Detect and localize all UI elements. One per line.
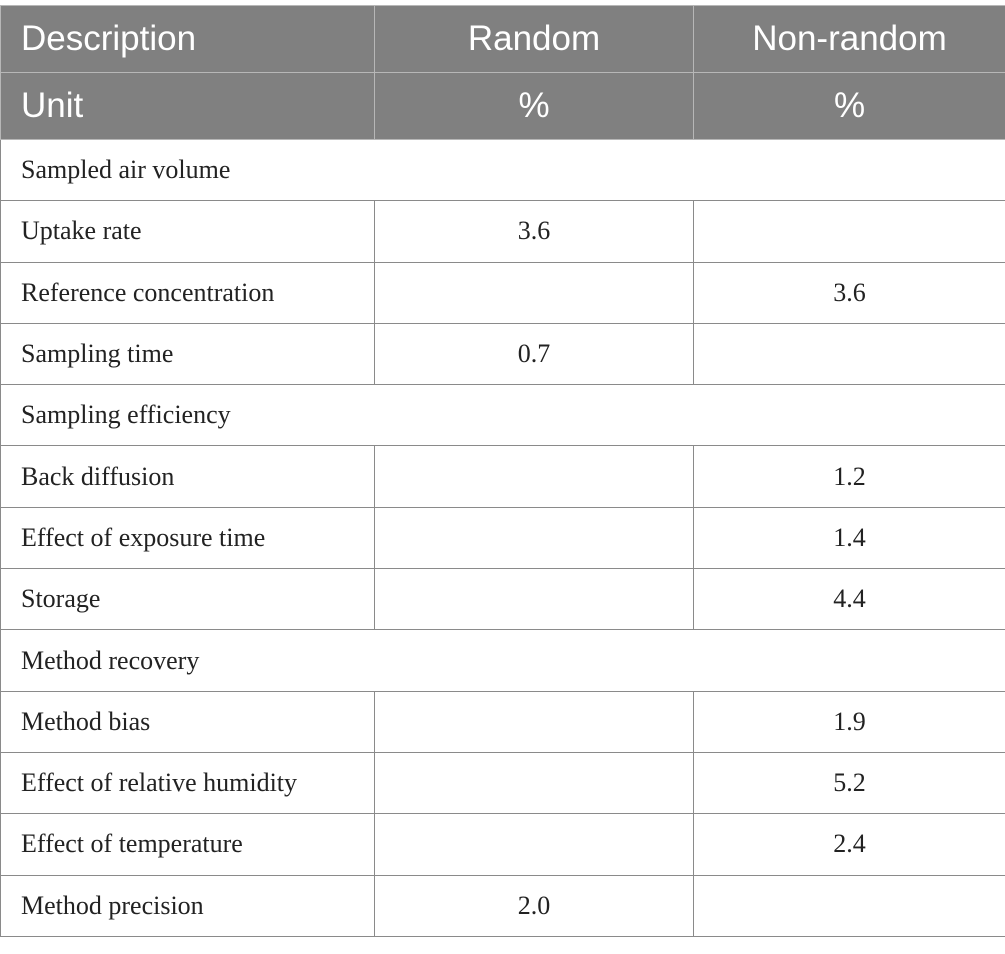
table-row bbox=[1, 875, 1005, 936]
table-row bbox=[1, 507, 1005, 568]
random-value bbox=[375, 814, 694, 875]
random-value: 2.0 bbox=[375, 875, 694, 936]
table-row bbox=[1, 752, 1005, 813]
section-label: Sampled air volume bbox=[1, 140, 1005, 201]
header-row-units bbox=[1, 73, 1005, 140]
random-value bbox=[375, 569, 694, 630]
row-description: Method bias bbox=[1, 691, 375, 752]
nonrandom-value: 1.4 bbox=[694, 507, 1005, 568]
row-description: Effect of relative humidity bbox=[1, 752, 375, 813]
nonrandom-value bbox=[694, 201, 1005, 262]
random-value bbox=[375, 752, 694, 813]
header-description: Description bbox=[1, 6, 375, 73]
row-description: Sampling time bbox=[1, 323, 375, 384]
header-unit-random: % bbox=[375, 73, 694, 140]
random-value bbox=[375, 507, 694, 568]
nonrandom-value: 1.2 bbox=[694, 446, 1005, 507]
nonrandom-value bbox=[694, 323, 1005, 384]
nonrandom-value: 1.9 bbox=[694, 691, 1005, 752]
random-value bbox=[375, 262, 694, 323]
header-unit: Unit bbox=[1, 73, 375, 140]
random-value bbox=[375, 446, 694, 507]
table-body bbox=[1, 140, 1005, 937]
table-section-row bbox=[1, 385, 1005, 446]
nonrandom-value: 2.4 bbox=[694, 814, 1005, 875]
header-row-labels bbox=[1, 6, 1005, 73]
nonrandom-value: 3.6 bbox=[694, 262, 1005, 323]
header-random: Random bbox=[375, 6, 694, 73]
table-row bbox=[1, 569, 1005, 630]
row-description: Storage bbox=[1, 569, 375, 630]
table-row bbox=[1, 323, 1005, 384]
row-description: Method precision bbox=[1, 875, 375, 936]
table-row bbox=[1, 691, 1005, 752]
section-label: Method recovery bbox=[1, 630, 1005, 691]
nonrandom-value: 4.4 bbox=[694, 569, 1005, 630]
header-unit-nonrandom: % bbox=[694, 73, 1005, 140]
random-value: 0.7 bbox=[375, 323, 694, 384]
table-row bbox=[1, 201, 1005, 262]
nonrandom-value: 5.2 bbox=[694, 752, 1005, 813]
table-row bbox=[1, 814, 1005, 875]
uncertainty-table bbox=[0, 5, 1005, 937]
random-value: 3.6 bbox=[375, 201, 694, 262]
row-description: Uptake rate bbox=[1, 201, 375, 262]
table-row bbox=[1, 262, 1005, 323]
row-description: Effect of exposure time bbox=[1, 507, 375, 568]
table-section-row bbox=[1, 140, 1005, 201]
table-row bbox=[1, 446, 1005, 507]
section-label: Sampling efficiency bbox=[1, 385, 1005, 446]
nonrandom-value bbox=[694, 875, 1005, 936]
random-value bbox=[375, 691, 694, 752]
row-description: Back diffusion bbox=[1, 446, 375, 507]
table-section-row bbox=[1, 630, 1005, 691]
table-header bbox=[1, 6, 1005, 140]
row-description: Reference concentration bbox=[1, 262, 375, 323]
row-description: Effect of temperature bbox=[1, 814, 375, 875]
header-nonrandom: Non-random bbox=[694, 6, 1005, 73]
